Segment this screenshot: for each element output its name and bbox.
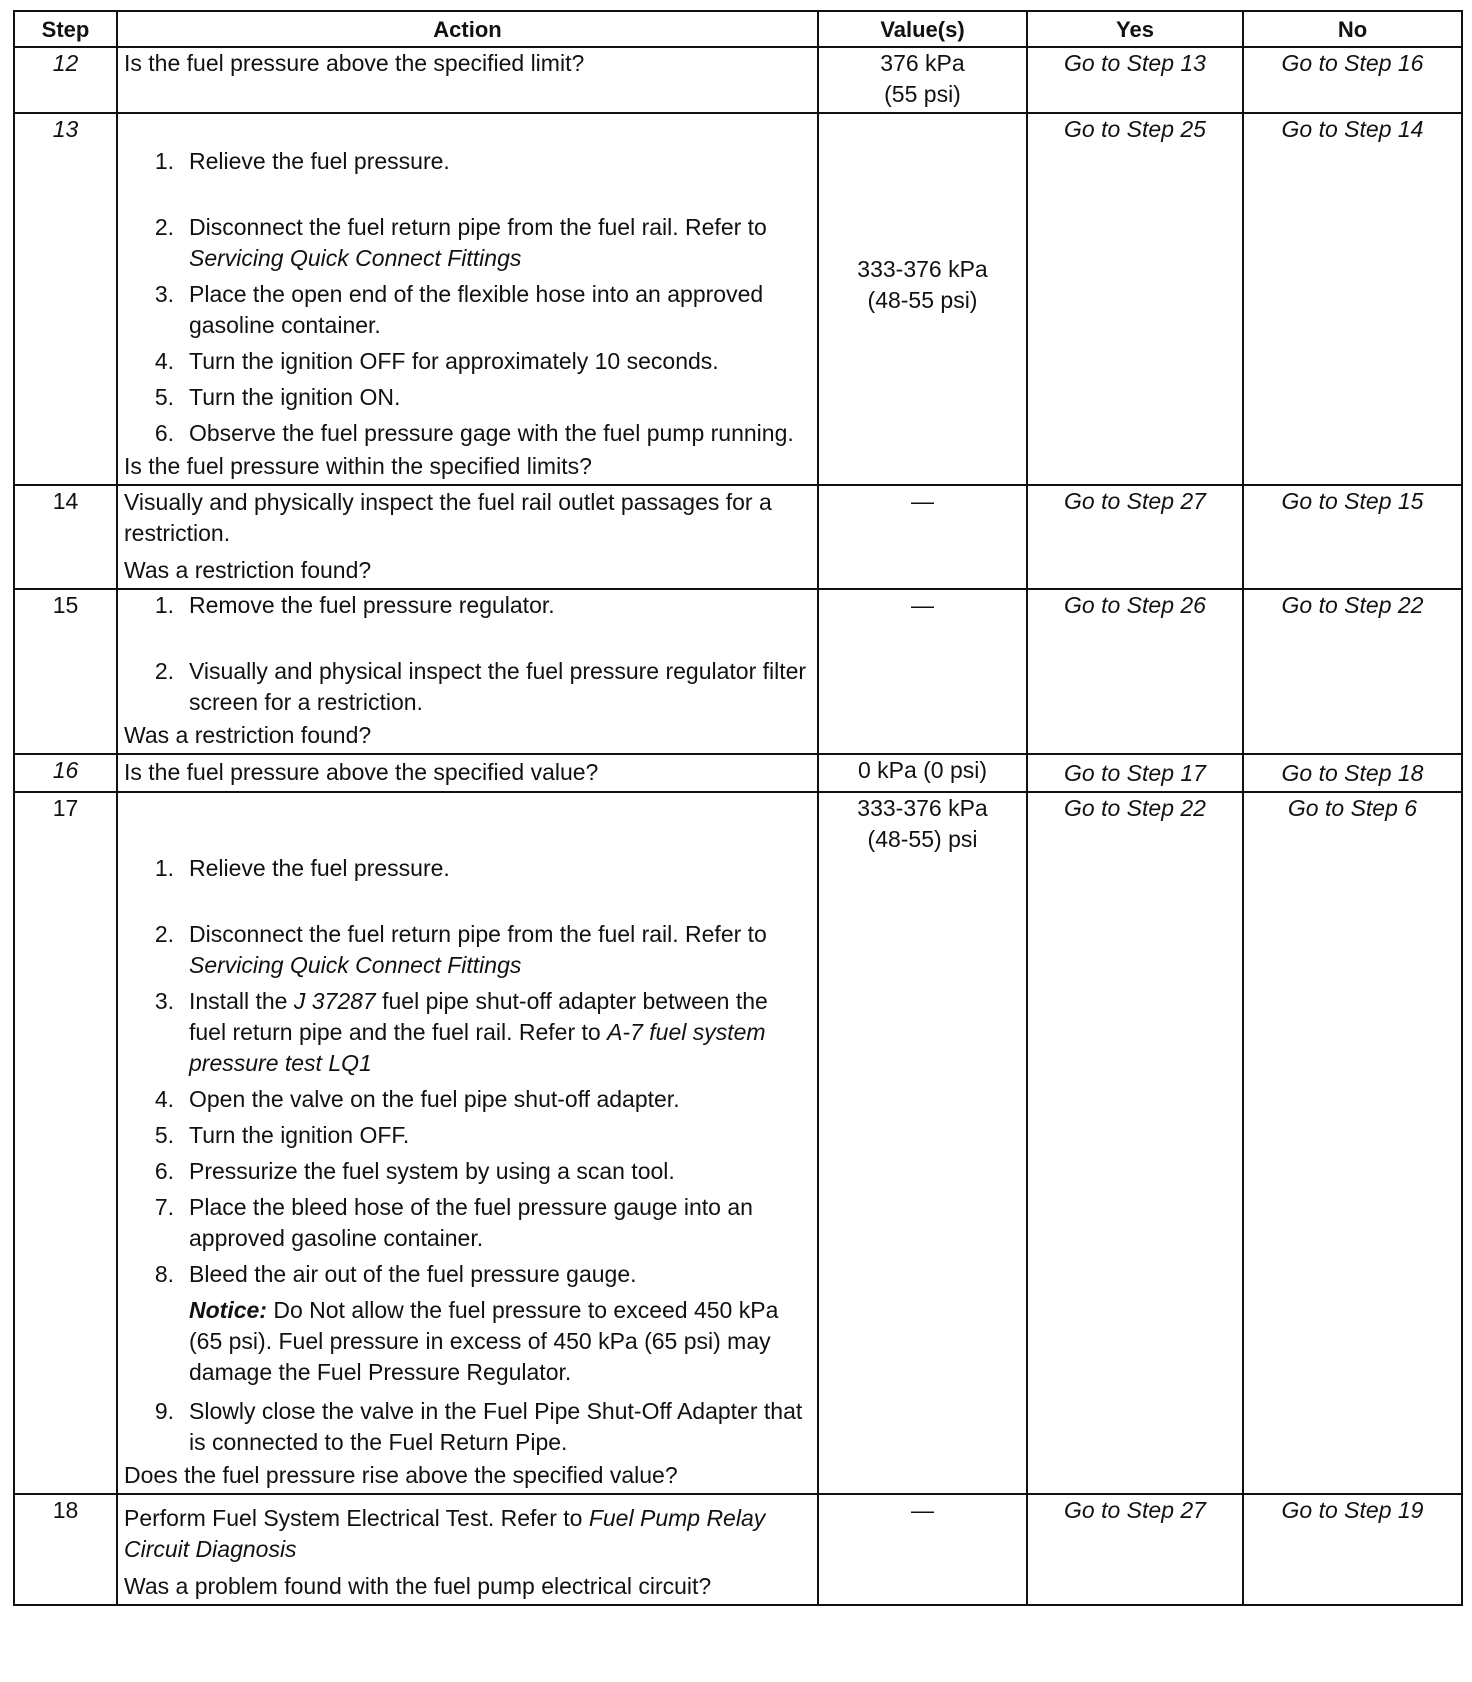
procedure-step bbox=[124, 382, 811, 413]
step-text: Place the open end of the flexible hose into an approved gasoline container. bbox=[189, 281, 764, 338]
header-no: No bbox=[1243, 11, 1462, 47]
step-index: 1. bbox=[154, 592, 174, 618]
no-cell: Go to Step 14 bbox=[1243, 113, 1462, 485]
question: Is the fuel pressure above the specified limit? bbox=[124, 50, 585, 76]
no-cell: Go to Step 16 bbox=[1243, 47, 1462, 113]
procedure-list bbox=[124, 146, 811, 449]
step-index: 5. bbox=[154, 384, 174, 410]
procedure-list bbox=[124, 853, 811, 1290]
action-cell bbox=[117, 792, 818, 1494]
step-text: Relieve the fuel pressure. bbox=[189, 855, 450, 881]
step-text: Turn the ignition OFF. bbox=[189, 1122, 410, 1148]
question: Was a problem found with the fuel pump electrical circuit? bbox=[124, 1573, 712, 1599]
value-line: 376 kPa bbox=[880, 50, 965, 76]
action-cell bbox=[117, 47, 818, 113]
step-row-14 bbox=[14, 485, 1462, 589]
question: Was a restriction found? bbox=[124, 557, 372, 583]
reference-link: Fuel Pump Relay Circuit Diagnosis bbox=[124, 1505, 766, 1562]
diagnostic-table bbox=[13, 10, 1463, 1606]
step-text: Disconnect the fuel return pipe from the fuel rail. Refer to bbox=[189, 214, 767, 240]
procedure-list bbox=[124, 590, 811, 718]
step-text: Place the bleed hose of the fuel pressure gauge into an approved gasoline container. bbox=[189, 1194, 753, 1251]
step-text: Observe the fuel pressure gage with the fuel pump running. bbox=[189, 420, 794, 446]
procedure-step bbox=[124, 1120, 811, 1151]
step-index: 6. bbox=[154, 1158, 174, 1184]
no-cell: Go to Step 18 bbox=[1243, 754, 1462, 792]
reference-link: Servicing Quick Connect Fittings bbox=[189, 952, 522, 978]
step-text: Relieve the fuel pressure. bbox=[189, 148, 450, 174]
step-index: 5. bbox=[154, 1122, 174, 1148]
tool-number: J 37287 bbox=[293, 988, 376, 1014]
procedure-list bbox=[124, 1396, 811, 1458]
step-number: 12 bbox=[14, 47, 117, 113]
step-number: 13 bbox=[14, 113, 117, 485]
step-text: Remove the fuel pressure regulator. bbox=[189, 592, 555, 618]
value-line: (55 psi) bbox=[884, 81, 961, 107]
value-cell: — bbox=[818, 1494, 1027, 1605]
step-index: 3. bbox=[154, 281, 174, 307]
step-index: 1. bbox=[154, 148, 174, 174]
step-index: 3. bbox=[154, 988, 174, 1014]
yes-cell: Go to Step 26 bbox=[1027, 589, 1243, 754]
notice-block bbox=[124, 1295, 811, 1388]
action-text: Visually and physically inspect the fuel rail outlet passages for a restriction. bbox=[124, 489, 772, 546]
reference-link: A-7 fuel system pressure test LQ1 bbox=[189, 1019, 766, 1076]
step-number: 15 bbox=[14, 589, 117, 754]
yes-cell: Go to Step 27 bbox=[1027, 1494, 1243, 1605]
value-cell: — bbox=[818, 589, 1027, 754]
step-row-15 bbox=[14, 589, 1462, 754]
value-cell: — bbox=[818, 485, 1027, 589]
procedure-step bbox=[124, 1259, 811, 1290]
action-cell bbox=[117, 754, 818, 792]
step-text: Install the bbox=[189, 988, 288, 1014]
step-text: Turn the ignition ON. bbox=[189, 384, 401, 410]
step-row-18 bbox=[14, 1494, 1462, 1605]
step-index: 2. bbox=[154, 214, 174, 240]
value-cell bbox=[818, 47, 1027, 113]
step-text: Bleed the air out of the fuel pressure gauge. bbox=[189, 1261, 637, 1287]
question: Is the fuel pressure above the specified value? bbox=[124, 758, 599, 785]
step-row-12 bbox=[14, 47, 1462, 113]
step-row-16 bbox=[14, 754, 1462, 792]
step-index: 9. bbox=[154, 1398, 174, 1424]
step-index: 6. bbox=[154, 420, 174, 446]
procedure-step bbox=[124, 418, 811, 449]
procedure-step bbox=[124, 346, 811, 377]
procedure-step bbox=[124, 279, 811, 341]
procedure-step bbox=[124, 590, 811, 621]
value-cell bbox=[818, 792, 1027, 1494]
procedure-step bbox=[124, 1192, 811, 1254]
no-cell: Go to Step 19 bbox=[1243, 1494, 1462, 1605]
procedure-step bbox=[124, 146, 811, 177]
step-text: Disconnect the fuel return pipe from the fuel rail. Refer to bbox=[189, 921, 767, 947]
step-text: fuel pipe shut-off adapter between the fuel return pipe and the fuel rail. Refer to bbox=[189, 988, 768, 1045]
yes-cell: Go to Step 25 bbox=[1027, 113, 1243, 485]
value-line: (48-55 psi) bbox=[867, 287, 978, 313]
step-text: Open the valve on the fuel pipe shut-off adapter. bbox=[189, 1086, 680, 1112]
step-row-17 bbox=[14, 792, 1462, 1494]
action-cell bbox=[117, 1494, 818, 1605]
action-cell bbox=[117, 485, 818, 589]
header-step: Step bbox=[14, 11, 117, 47]
notice-label: Notice: bbox=[189, 1297, 267, 1323]
step-number: 18 bbox=[14, 1494, 117, 1605]
step-number: 16 bbox=[14, 754, 117, 792]
procedure-step bbox=[124, 919, 811, 981]
value-cell bbox=[818, 113, 1027, 485]
step-text: Slowly close the valve in the Fuel Pipe Shut-Off Adapter that is connected to the Fuel Return Pipe. bbox=[189, 1398, 803, 1455]
action-text-body: Perform Fuel System Electrical Test. Refer to bbox=[124, 1505, 583, 1531]
question: Is the fuel pressure within the specified limits? bbox=[124, 453, 592, 479]
step-index: 2. bbox=[154, 921, 174, 947]
step-number: 17 bbox=[14, 792, 117, 1494]
notice-text: Do Not allow the fuel pressure to exceed 450 kPa (65 psi). Fuel pressure in excess of 450 kPa (65 psi) may damage the Fuel Pressure Regulator. bbox=[189, 1297, 779, 1385]
header-action: Action bbox=[117, 11, 818, 47]
yes-cell: Go to Step 17 bbox=[1027, 754, 1243, 792]
step-index: 2. bbox=[154, 658, 174, 684]
step-index: 8. bbox=[154, 1261, 174, 1287]
step-index: 7. bbox=[154, 1194, 174, 1220]
step-text: Turn the ignition OFF for approximately 10 seconds. bbox=[189, 348, 719, 374]
value-cell: 0 kPa (0 psi) bbox=[818, 754, 1027, 792]
question: Does the fuel pressure rise above the specified value? bbox=[124, 1462, 678, 1488]
procedure-step bbox=[124, 1084, 811, 1115]
value-line: 333-376 kPa bbox=[857, 256, 988, 282]
step-index: 4. bbox=[154, 348, 174, 374]
value-line: 333-376 kPa bbox=[857, 795, 988, 821]
procedure-step bbox=[124, 656, 811, 718]
procedure-step bbox=[124, 1396, 811, 1458]
value-line: (48-55) psi bbox=[867, 826, 978, 852]
yes-cell: Go to Step 27 bbox=[1027, 485, 1243, 589]
header-values: Value(s) bbox=[818, 11, 1027, 47]
no-cell: Go to Step 15 bbox=[1243, 485, 1462, 589]
procedure-step bbox=[124, 853, 811, 884]
action-cell bbox=[117, 113, 818, 485]
procedure-step bbox=[124, 212, 811, 274]
no-cell: Go to Step 6 bbox=[1243, 792, 1462, 1494]
header-row bbox=[14, 11, 1462, 47]
action-text bbox=[124, 1503, 811, 1565]
yes-cell: Go to Step 13 bbox=[1027, 47, 1243, 113]
header-yes: Yes bbox=[1027, 11, 1243, 47]
question: Was a restriction found? bbox=[124, 722, 372, 748]
procedure-step bbox=[124, 1156, 811, 1187]
yes-cell: Go to Step 22 bbox=[1027, 792, 1243, 1494]
step-index: 1. bbox=[154, 855, 174, 881]
step-text: Visually and physical inspect the fuel pressure regulator filter screen for a restriction. bbox=[189, 658, 807, 715]
step-index: 4. bbox=[154, 1086, 174, 1112]
step-number: 14 bbox=[14, 485, 117, 589]
action-cell bbox=[117, 589, 818, 754]
procedure-step bbox=[124, 986, 811, 1079]
step-text: Pressurize the fuel system by using a scan tool. bbox=[189, 1158, 675, 1184]
step-row-13 bbox=[14, 113, 1462, 485]
reference-link: Servicing Quick Connect Fittings bbox=[189, 245, 522, 271]
no-cell: Go to Step 22 bbox=[1243, 589, 1462, 754]
